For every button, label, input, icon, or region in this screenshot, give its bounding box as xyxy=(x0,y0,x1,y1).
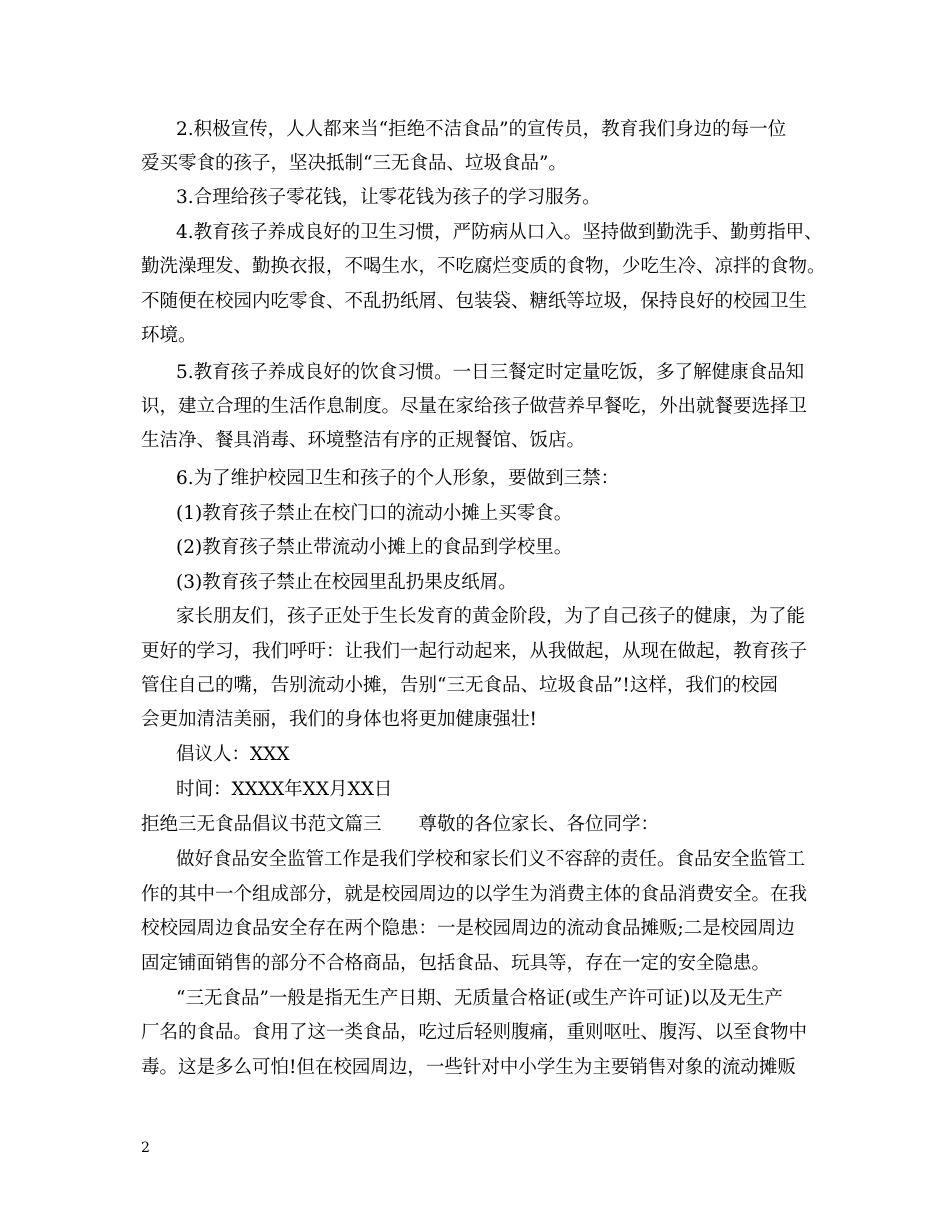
text-line: 校校园周边食品安全存在两个隐患：一是校园周边的流动食品摊贩;二是校园周边 xyxy=(141,918,795,939)
text-line: 爱买零食的孩子，坚决抵制“三无食品、垃圾食品”。 xyxy=(141,153,567,174)
text-line: 不随便在校园内吃零食、不乱扔纸屑、包装袋、糖纸等垃圾，保持良好的校园卫生 xyxy=(141,291,808,312)
text-line: 会更加清洁美丽，我们的身体也将更加健康强壮! xyxy=(141,709,537,730)
text-line: 拒绝三无食品倡议书范文篇三 尊敬的各位家长、各位同学： xyxy=(141,814,660,835)
text-line: 识，建立合理的生活作息制度。尽量在家给孩子做营养早餐吃，外出就餐要选择卫 xyxy=(141,396,808,417)
text-line: 厂名的食品。食用了这一类食品，吃过后轻则腹痛，重则呕吐、腹泻、以至食物中 xyxy=(141,1022,808,1043)
text-line: 6.为了维护校园卫生和孩子的个人形象，要做到三禁： xyxy=(176,468,620,489)
text-line: 作的其中一个组成部分，就是校园周边的以学生为消费主体的食品消费安全。在我 xyxy=(141,884,808,905)
text-line: (1)教育孩子禁止在校门口的流动小摊上买零食。 xyxy=(176,503,573,524)
text-line: 固定铺面销售的部分不合格商品，包括食品、玩具等，存在一定的安全隐患。 xyxy=(141,953,771,974)
text-line: 时间：XXXX年XX月XX日 xyxy=(176,779,393,800)
text-line: (2)教育孩子禁止带流动小摊上的食品到学校里。 xyxy=(176,537,573,558)
text-line: (3)教育孩子禁止在校园里乱扔果皮纸屑。 xyxy=(176,572,517,593)
text-line: 4.教育孩子养成良好的卫生习惯，严防病从口入。坚持做到勤洗手、勤剪指甲、 xyxy=(176,222,823,243)
page-number: 2 xyxy=(141,1140,150,1156)
text-line: 2.积极宣传，人人都来当“拒绝不洁食品”的宣传员，教育我们身边的每一位 xyxy=(176,119,787,140)
text-line: 毒。这是多么可怕!但在校园周边，一些针对中小学生为主要销售对象的流动摊贩 xyxy=(141,1057,796,1078)
text-line: 5.教育孩子养成良好的饮食习惯。一日三餐定时定量吃饭，多了解健康食品知 xyxy=(176,362,805,383)
text-line: 环境。 xyxy=(141,325,197,346)
text-line: 做好食品安全监管工作是我们学校和家长们义不容辞的责任。食品安全监管工 xyxy=(176,849,806,870)
text-line: 倡议人：XXX xyxy=(176,744,290,765)
text-line: 3.合理给孩子零花钱，让零花钱为孩子的学习服务。 xyxy=(176,187,601,208)
text-line: 家长朋友们，孩子正处于生长发育的黄金阶段，为了自己孩子的健康，为了能 xyxy=(176,606,806,627)
text-line: 更好的学习，我们呼吁：让我们一起行动起来，从我做起，从现在做起，教育孩子 xyxy=(141,641,808,662)
text-line: 管住自己的嘴，告别流动小摊，告别“三无食品、垃圾食品”!这样，我们的校园 xyxy=(141,675,778,696)
text-line: 生洁净、餐具消毒、环境整洁有序的正规餐馆、饭店。 xyxy=(141,430,586,451)
text-line: 勤洗澡理发、勤换衣报，不喝生水，不吃腐烂变质的食物，少吃生冷、凉拌的食物。 xyxy=(141,256,826,277)
text-line: “三无食品”一般是指无生产日期、无质量合格证(或生产许可证)以及无生产 xyxy=(176,988,783,1009)
